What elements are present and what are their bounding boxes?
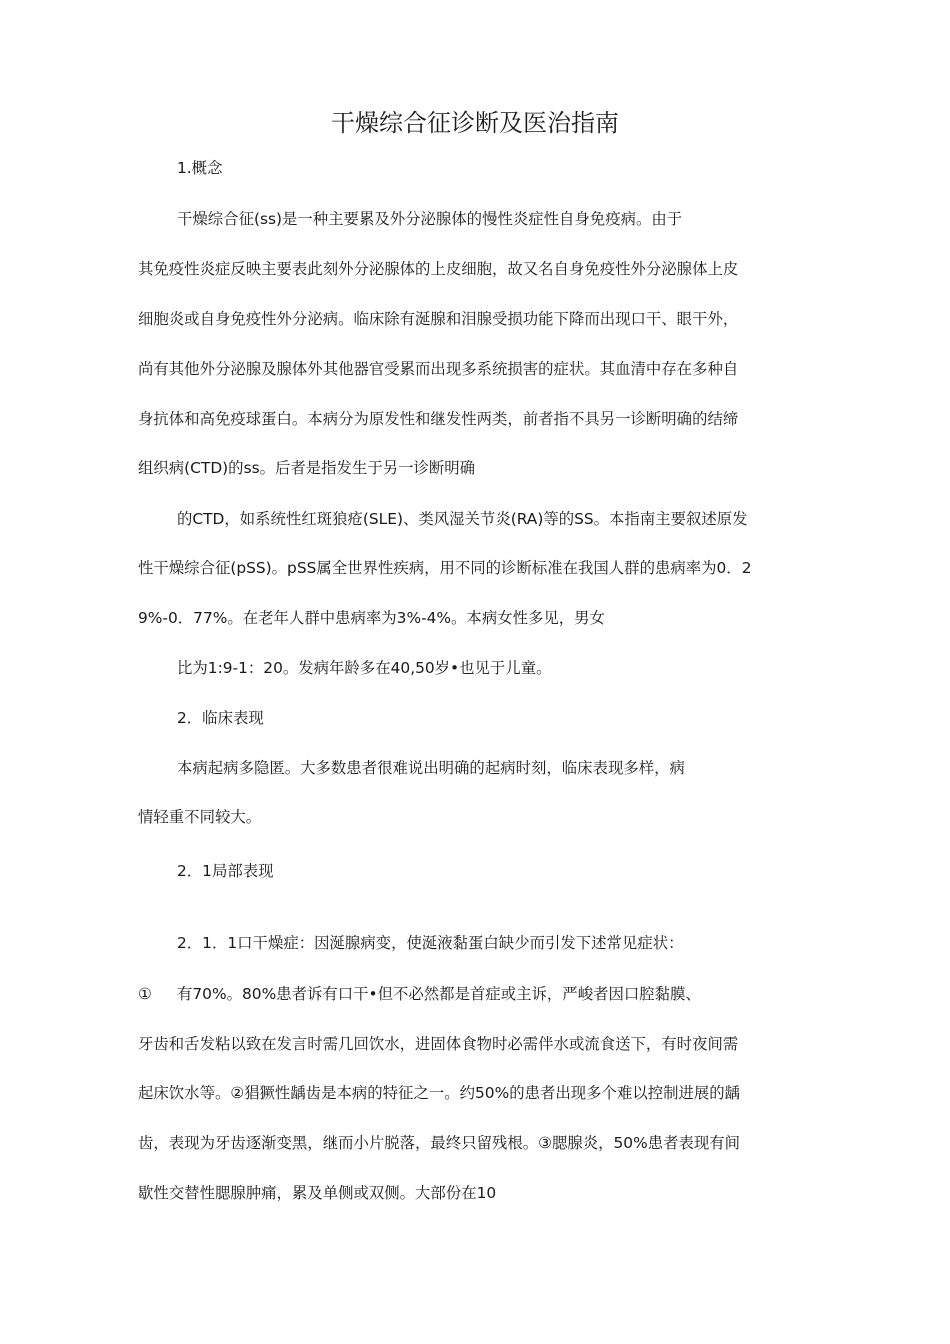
paragraph-line: 尚有其他外分泌腺及腺体外其他器官受累而出现多系统损害的症状。其血清中存在多种自	[138, 360, 739, 378]
paragraph-line: 情轻重不同较大。	[138, 808, 262, 826]
section-heading-local: 2．1局部表现	[177, 862, 274, 880]
section-heading-concept: 1.概念	[177, 159, 223, 177]
paragraph-line: 组织病(CTD)的ss。后者是指发生于另一诊断明确	[138, 459, 476, 477]
paragraph-line: 比为1:9-1：20。发病年龄多在40,50岁•也见于儿童。	[177, 659, 552, 677]
document-title: 干燥综合征诊断及医治指南	[331, 109, 619, 137]
paragraph-line: 细胞炎或自身免疫性外分泌病。临床除有涎腺和泪腺受损功能下降而出现口干、眼干外，	[138, 310, 739, 328]
list-marker: ①	[138, 985, 152, 1003]
paragraph-line: 的CTD，如系统性红斑狼疮(SLE)、类风湿关节炎(RA)等的SS。本指南主要叙述原发	[177, 510, 748, 528]
paragraph-line: 齿，表现为牙齿逐渐变黑，继而小片脱落，最终只留残根。③腮腺炎，50%患者表现有间	[138, 1134, 741, 1152]
paragraph-line: 本病起病多隐匿。大多数患者很难说出明确的起病时刻，临床表现多样，病	[177, 759, 685, 777]
paragraph-line: 起床饮水等。②猖獗性龋齿是本病的特征之一。约50%的患者出现多个难以控制进展的龋	[138, 1084, 741, 1102]
paragraph-line: 有70%。80%患者诉有口干•但不必然都是首症或主诉，严峻者因口腔黏膜、	[177, 985, 701, 1003]
paragraph-line: 牙齿和舌发粘以致在发言时需几回饮水，进固体食物时必需伴水或流食送下，有时夜间需	[138, 1035, 739, 1053]
section-heading-clinical: 2．临床表现	[177, 709, 264, 727]
paragraph-line: 性干燥综合征(pSS)。pSS属全世界性疾病，用不同的诊断标准在我国人群的患病率为0．2	[138, 559, 752, 577]
paragraph-line: 其免疫性炎症反映主要表此刻外分泌腺体的上皮细胞，故又名自身免疫性外分泌腺体上皮	[138, 260, 739, 278]
paragraph-line: 身抗体和高免疫球蛋白。本病分为原发性和继发性两类，前者指不具另一诊断明确的结缔	[138, 410, 739, 428]
paragraph-line: 干燥综合征(ss)是一种主要累及外分泌腺体的慢性炎症性自身免疫病。由于	[177, 210, 683, 228]
section-heading-dry-mouth: 2．1．1口干燥症：因涎腺病变，使涎液黏蛋白缺少而引发下述常见症状：	[177, 934, 684, 952]
paragraph-line: 歇性交替性腮腺肿痛，累及单侧或双侧。大部份在10	[138, 1184, 497, 1202]
paragraph-line: 9%-0．77%。在老年人群中患病率为3%-4%。本病女性多见，男女	[138, 609, 605, 627]
